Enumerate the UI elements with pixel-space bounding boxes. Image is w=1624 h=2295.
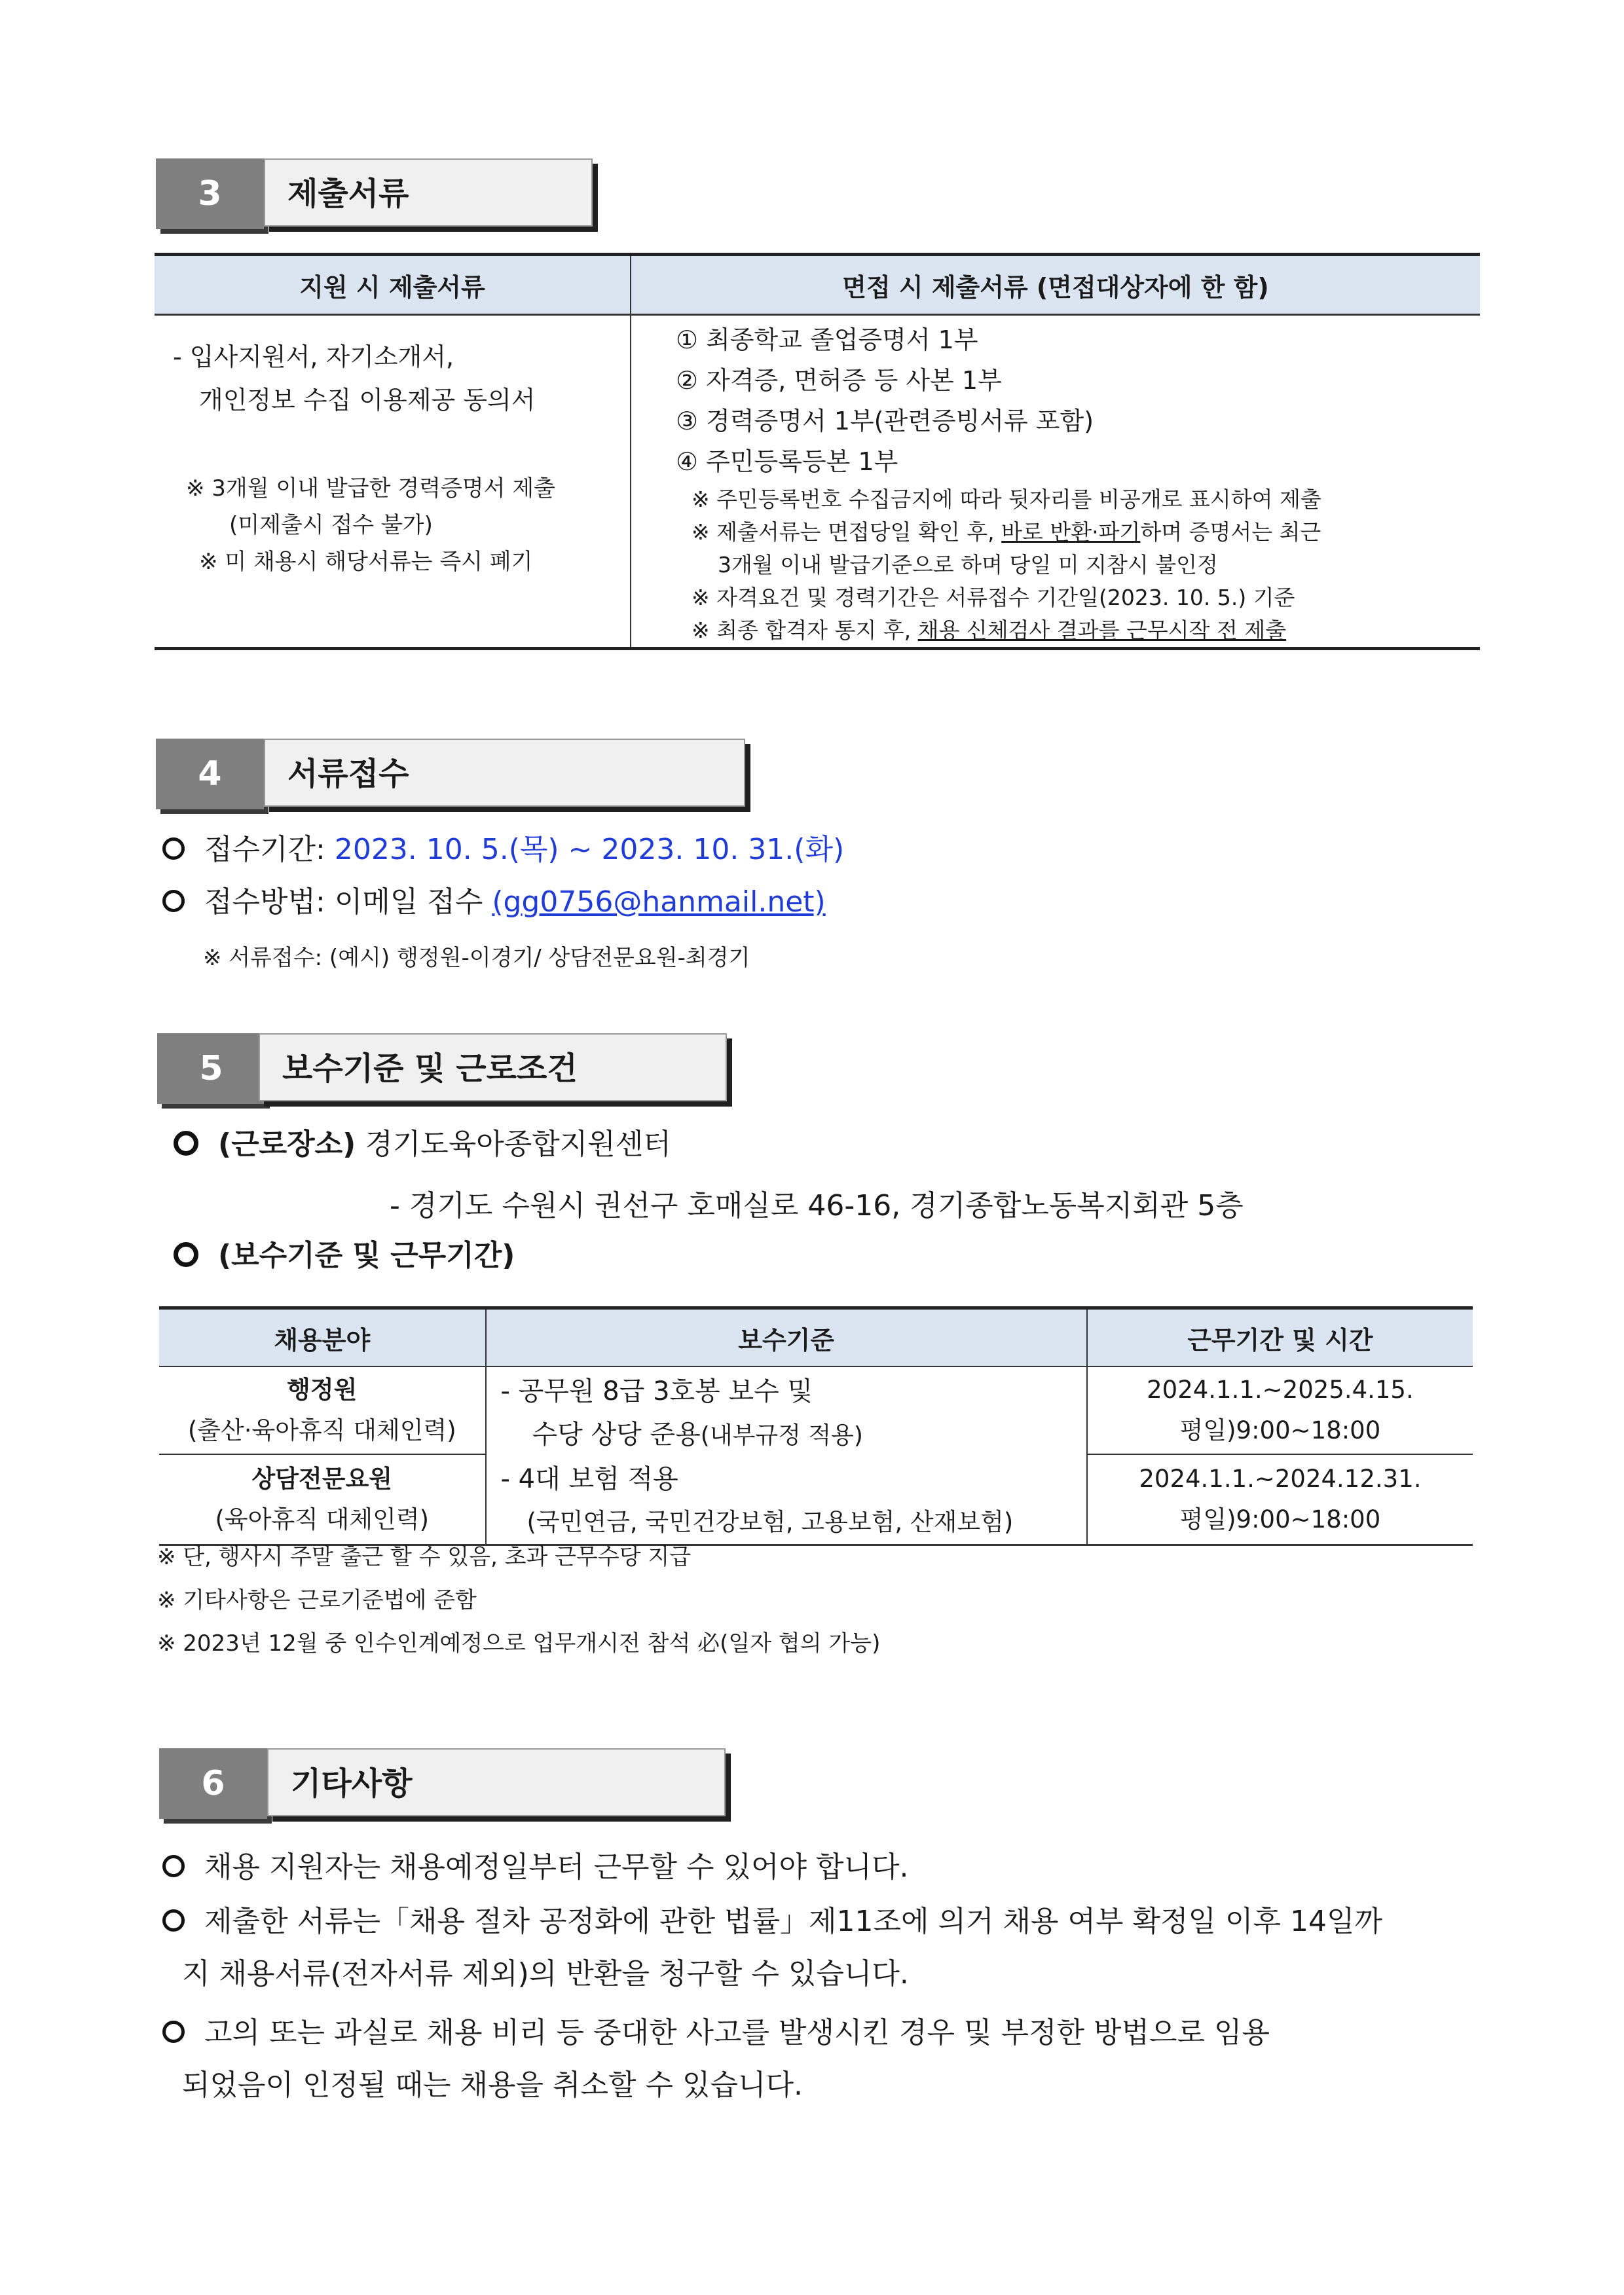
table-header: 면접 시 제출서류 (면접대상자에 한 함) bbox=[631, 255, 1480, 315]
interview-note: ※ 주민등록번호 수집금지에 따라 뒷자리를 비공개로 표시하여 제출 bbox=[692, 487, 1321, 512]
interview-doc-line: ④ 주민등록등본 1부 bbox=[676, 447, 898, 476]
submission-docs-table bbox=[155, 253, 1480, 650]
table-header: 지원 시 제출서류 bbox=[155, 255, 631, 315]
apply-docs-cell bbox=[155, 315, 631, 649]
table-header: 근무기간 및 시간 bbox=[1087, 1308, 1473, 1367]
section-number: 5 bbox=[157, 1033, 265, 1104]
section-number: 3 bbox=[156, 158, 264, 229]
pay-note: ※ 2023년 12월 중 인수인계예정으로 업무개시전 참석 必(일자 협의 가능) bbox=[157, 1630, 881, 1657]
section-title: 보수기준 및 근로조건 bbox=[259, 1033, 727, 1101]
interview-doc-line: ③ 경력증명서 1부(관련증빙서류 포함) bbox=[676, 407, 1094, 435]
pay-conditions-table bbox=[159, 1306, 1473, 1546]
period-cell: 2024.1.1.~2024.12.31. 평일)9:00~18:00 bbox=[1139, 1465, 1422, 1534]
circle-bullet-icon bbox=[174, 1131, 198, 1156]
pay-note: ※ 기타사항은 근로기준법에 준함 bbox=[157, 1587, 477, 1613]
pay-notes bbox=[157, 1535, 880, 1665]
circle-bullet-icon bbox=[174, 1242, 198, 1267]
circle-bullet-icon bbox=[162, 2021, 185, 2043]
interview-doc-line: ② 자격증, 면허증 등 사본 1부 bbox=[676, 366, 1002, 395]
receipt-method: 접수방법: 이메일 접수 (gg0756@hanmail.net) bbox=[162, 883, 826, 922]
circle-bullet-icon bbox=[162, 1855, 185, 1877]
misc-item: 제출한 서류는「채용 절차 공정화에 관한 법률」제11조에 의거 채용 여부 확정일 이후 14일까 bbox=[162, 1896, 1382, 1948]
interview-note: ※ 최종 합격자 통지 후, 채용 신체검사 결과를 근무시작 전 제출 bbox=[692, 617, 1287, 643]
table-row bbox=[159, 1367, 1473, 1454]
circle-bullet-icon bbox=[162, 1909, 185, 1932]
work-address: - 경기도 수원시 권선구 호매실로 46-16, 경기종합노동복지회관 5층 bbox=[390, 1189, 1244, 1222]
circle-bullet-icon bbox=[162, 837, 185, 860]
period-cell: 2024.1.1.~2025.4.15. 평일)9:00~18:00 bbox=[1087, 1367, 1473, 1454]
misc-item-cont: 되었음이 인정될 때는 채용을 취소할 수 있습니다. bbox=[182, 2068, 803, 2102]
apply-note: ※ 미 채용시 해당서류는 즉시 폐기 bbox=[199, 549, 533, 575]
interview-docs-cell bbox=[631, 315, 1480, 649]
pay-note: ※ 단, 행사시 주말 출근 할 수 있음, 초과 근무수당 지급 bbox=[157, 1544, 692, 1570]
apply-doc-line: - 입사지원서, 자기소개서, bbox=[173, 342, 454, 371]
table-header: 채용분야 bbox=[159, 1308, 486, 1367]
interview-note: ※ 제출서류는 면접당일 확인 후, 바로 반환·파기하며 증명서는 최근 bbox=[692, 519, 1321, 545]
misc-item: 고의 또는 과실로 채용 비리 등 중대한 사고를 발생시킨 경우 및 부정한 방법으로 임용 bbox=[162, 2007, 1270, 2059]
receipt-note: ※ 서류접수: (예시) 행정원-이경기/ 상담전문요원-최경기 bbox=[203, 945, 750, 971]
section-title: 제출서류 bbox=[264, 158, 593, 227]
interview-doc-line: ① 최종학교 졸업증명서 1부 bbox=[676, 325, 978, 354]
misc-item-cont: 지 채용서류(전자서류 제외)의 반환을 청구할 수 있습니다. bbox=[182, 1957, 909, 1991]
pay-standard-heading: (보수기준 및 근무기간) bbox=[174, 1236, 515, 1276]
apply-note: ※ 3개월 이내 발급한 경력증명서 제출 bbox=[186, 475, 555, 502]
apply-note: (미제출시 접수 불가) bbox=[229, 512, 433, 538]
pay-cell: - 공무원 8급 3호봉 보수 및 수당 상당 준용(내부규정 적용) - 4대 보험 적용 (국민연금, 국민건강보험, 고용보험, 산재보험) bbox=[486, 1367, 1087, 1545]
table-header: 보수기준 bbox=[486, 1308, 1087, 1367]
section-title: 서류접수 bbox=[264, 739, 745, 807]
interview-note: 3개월 이내 발급기준으로 하며 당일 미 지참시 불인정 bbox=[718, 552, 1218, 578]
section-title: 기타사항 bbox=[267, 1748, 726, 1816]
misc-item: 채용 지원자는 채용예정일부터 근무할 수 있어야 합니다. bbox=[162, 1841, 909, 1894]
email-link[interactable]: (gg0756@hanmail.net) bbox=[492, 885, 826, 919]
interview-note: ※ 자격요건 및 경력기간은 서류접수 기간일(2023. 10. 5.) 기준 bbox=[692, 585, 1295, 610]
circle-bullet-icon bbox=[162, 890, 185, 912]
receipt-period: 접수기간: 2023. 10. 5.(목) ~ 2023. 10. 31.(화) bbox=[162, 830, 844, 870]
field-cell: 상담전문요원 (육아휴직 대체인력) bbox=[159, 1454, 486, 1545]
work-place: (근로장소) 경기도육아종합지원센터 bbox=[174, 1125, 671, 1164]
apply-doc-line: 개인정보 수집 이용제공 동의서 bbox=[199, 386, 536, 414]
section-number: 4 bbox=[156, 739, 264, 809]
section-number: 6 bbox=[159, 1748, 267, 1819]
field-cell: 행정원 (출산·육아휴직 대체인력) bbox=[159, 1367, 486, 1454]
